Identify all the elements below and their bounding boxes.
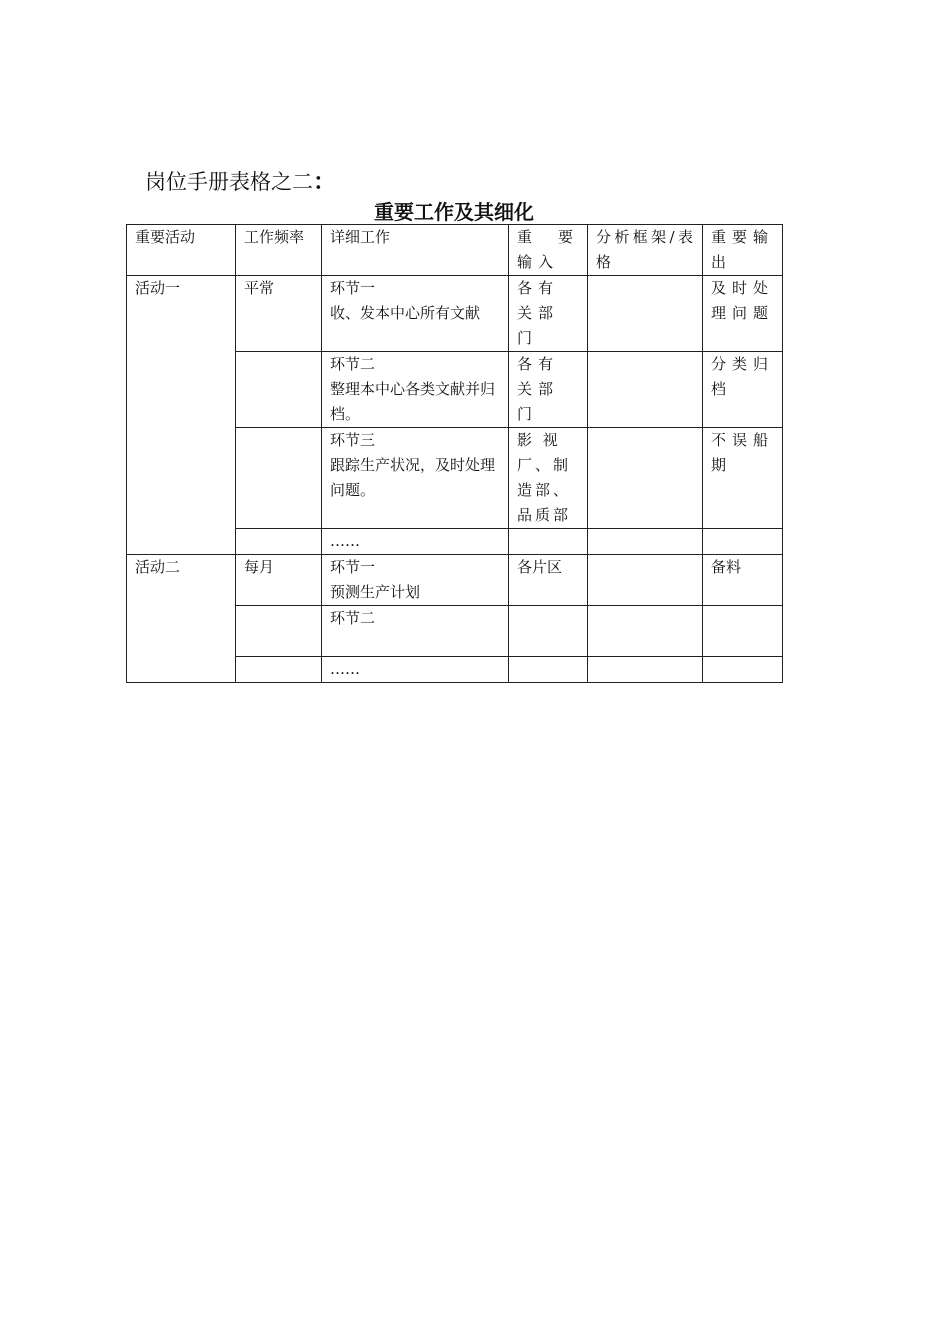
table-row [127, 555, 783, 606]
framework-cell [588, 276, 703, 352]
table-title: 重要工作及其细化 [374, 200, 534, 224]
output-cell: 备料 [703, 555, 783, 606]
framework-cell [588, 428, 703, 529]
detail-cell: …… [322, 657, 509, 683]
detail-cell: 环节二 整理本中心各类文献并归档。 [322, 352, 509, 428]
output-cell: 分类归档 [703, 352, 783, 428]
framework-cell [588, 529, 703, 555]
frequency-cell [236, 606, 322, 657]
header-cell-output: 重要输出 [703, 225, 783, 276]
output-cell [703, 657, 783, 683]
header-cell-input: 重要输入 [509, 225, 588, 276]
table-header-row [127, 225, 783, 276]
header-cell-framework: 分析框架/表格 [588, 225, 703, 276]
detail-cell: …… [322, 529, 509, 555]
section-heading [145, 168, 336, 196]
framework-cell [588, 555, 703, 606]
output-cell [703, 529, 783, 555]
input-cell [509, 657, 588, 683]
frequency-cell: 平常 [236, 276, 322, 352]
framework-cell [588, 352, 703, 428]
detail-cell: 环节一 收、发本中心所有文献 [322, 276, 509, 352]
table-row [127, 276, 783, 352]
input-cell: 影 视 厂、制造部、品质部 [509, 428, 588, 529]
output-cell: 及时处理问题 [703, 276, 783, 352]
header-cell-detail: 详细工作 [322, 225, 509, 276]
output-cell [703, 606, 783, 657]
input-cell [509, 529, 588, 555]
section-heading-text: 岗位手册表格之二 [145, 170, 313, 194]
frequency-cell [236, 428, 322, 529]
framework-cell [588, 606, 703, 657]
detail-cell: 环节二 [322, 606, 509, 657]
detail-cell: 环节一 预测生产计划 [322, 555, 509, 606]
work-detail-table [126, 224, 783, 683]
activity-cell: 活动二 [127, 555, 236, 683]
section-heading-colon: ： [313, 168, 336, 195]
output-cell: 不误船期 [703, 428, 783, 529]
input-cell: 各片区 [509, 555, 588, 606]
input-cell: 各有关部门 [509, 276, 588, 352]
input-cell: 各有关部门 [509, 352, 588, 428]
header-cell-activity: 重要活动 [127, 225, 236, 276]
frequency-cell [236, 657, 322, 683]
framework-cell [588, 657, 703, 683]
header-cell-frequency: 工作频率 [236, 225, 322, 276]
frequency-cell [236, 352, 322, 428]
frequency-cell [236, 529, 322, 555]
activity-cell: 活动一 [127, 276, 236, 555]
detail-cell: 环节三 跟踪生产状况，及时处理问题。 [322, 428, 509, 529]
frequency-cell: 每月 [236, 555, 322, 606]
input-cell [509, 606, 588, 657]
